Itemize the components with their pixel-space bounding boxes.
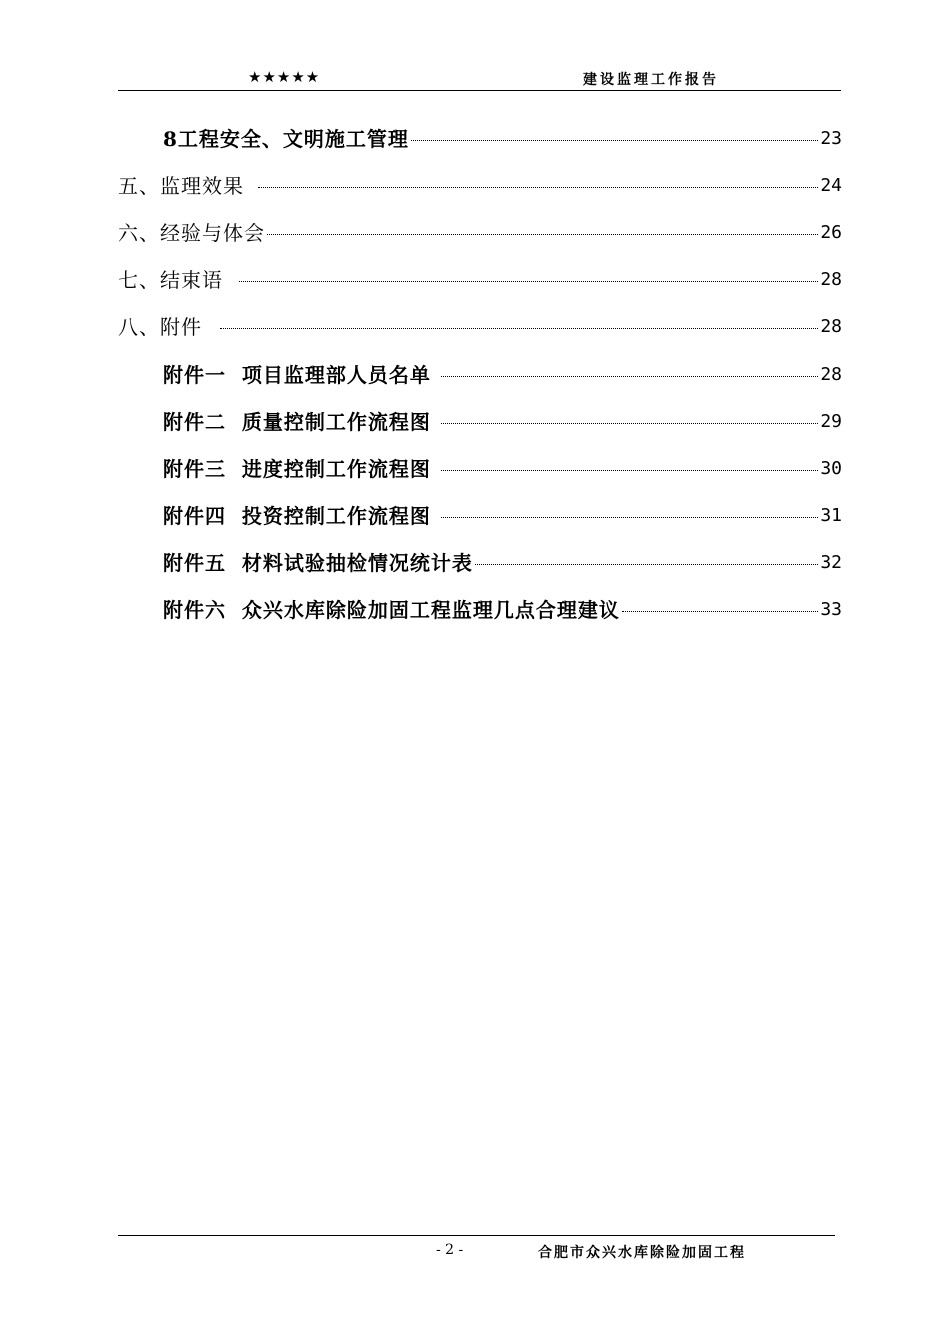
toc-leader [258,187,818,188]
toc-entry[interactable] [163,593,842,623]
toc-leader [267,234,818,235]
toc-leader [622,611,818,612]
footer-project-name: 合肥市众兴水库除险加固工程 [538,1245,746,1261]
toc-entry-page: 28 [820,269,842,290]
toc-leader [220,328,818,329]
toc-entry-label: 附件五 材料试验抽检情况统计表 [163,551,473,575]
toc-entry-page: 28 [820,364,842,385]
toc-entry[interactable] [163,546,842,576]
header-title: 建设监理工作报告 [583,72,719,88]
toc-entry-page: 28 [820,316,842,337]
toc-leader [441,423,818,424]
toc-entry-page: 29 [820,411,842,432]
toc-entry[interactable] [163,499,842,529]
toc-entry-label: 附件四 投资控制工作流程图 [163,504,431,528]
toc-entry-page: 30 [820,458,842,479]
toc-entry-label: 八、附件 [118,315,202,339]
toc-entry-label: 附件六 众兴水库除险加固工程监理几点合理建议 [163,598,620,622]
toc-entry-page: 23 [820,128,842,149]
toc-entry-label: 8工程安全、文明施工管理 [163,127,409,151]
toc-entry[interactable] [118,263,842,293]
toc-entry-label: 附件二 质量控制工作流程图 [163,410,431,434]
toc-entry-label: 七、结束语 [118,268,223,292]
toc-entry-page: 26 [820,222,842,243]
toc-entry-page: 33 [820,599,842,620]
toc-entry[interactable] [163,405,842,435]
toc-leader [441,470,818,471]
toc-entry[interactable] [163,452,842,482]
toc-leader [441,517,818,518]
toc-leader [411,140,818,141]
toc-entry[interactable] [118,169,842,199]
page-header [118,68,841,91]
toc-entry[interactable] [118,310,842,340]
toc-leader [441,376,818,377]
toc-entry[interactable] [163,122,842,152]
toc-entry-page: 32 [820,552,842,573]
header-stars: ★★★★★ [248,68,321,86]
toc-entry-page: 31 [820,505,842,526]
toc-leader [239,281,818,282]
page-footer [118,1235,835,1266]
toc-entry-page: 24 [820,175,842,196]
footer-page-number: - 2 - [436,1242,464,1258]
toc-leader [475,564,818,565]
toc-entry-label: 五、监理效果 [118,174,244,198]
toc-entry-label: 六、经验与体会 [118,221,265,245]
toc-entry[interactable] [118,216,842,246]
toc-entry[interactable] [163,358,842,388]
toc-entry-label: 附件三 进度控制工作流程图 [163,457,431,481]
toc-entry-label: 附件一 项目监理部人员名单 [163,363,431,387]
